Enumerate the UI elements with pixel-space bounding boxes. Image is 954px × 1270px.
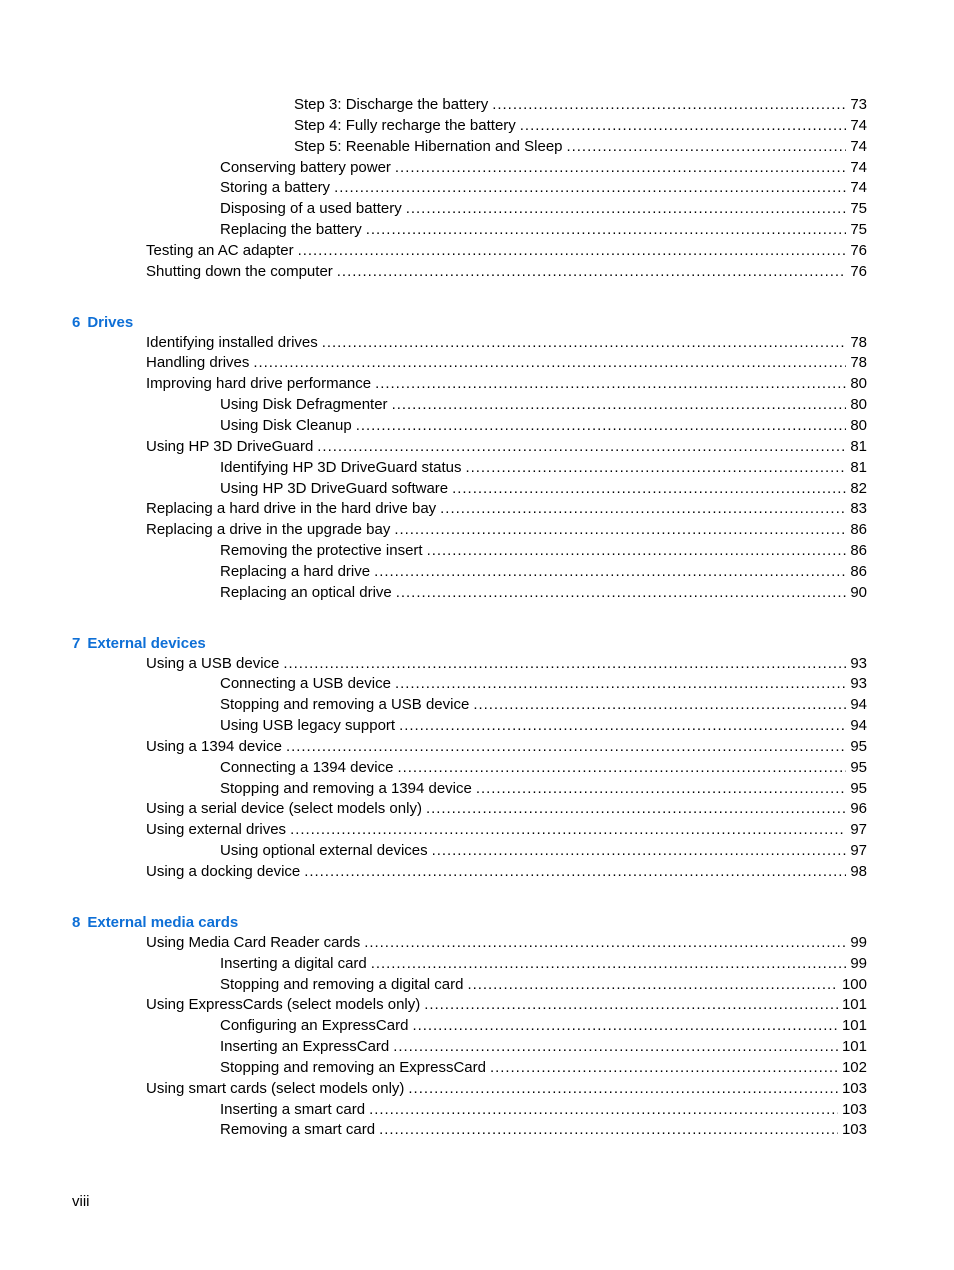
toc-entry[interactable] [0,862,954,883]
toc-entry-row [220,220,867,241]
dot-leader [476,779,846,800]
toc-entry-row [220,841,867,862]
toc-entry-label: Using HP 3D DriveGuard software [220,479,449,497]
toc-entry-row [146,654,867,675]
dot-leader [375,374,846,395]
toc-entry-page-number: 98 [850,863,867,880]
toc-entry-page-number: 80 [850,375,867,393]
toc-entry-label: Stopping and removing a digital card [220,975,464,993]
dot-leader [286,737,846,758]
toc-entry-page-number: 101 [841,996,867,1014]
toc-entry-row [146,862,867,883]
toc-entry-page-number: 80 [850,396,867,414]
toc-entry[interactable] [0,758,954,779]
toc-entry[interactable] [0,1079,954,1100]
toc-entry[interactable] [0,779,954,800]
chapter-heading-text [72,633,206,654]
chapter-heading[interactable] [0,912,954,933]
toc-entry-page-number: 93 [850,654,867,672]
toc-entry-label: Connecting a USB device [220,675,391,693]
toc-entry-row [146,333,867,354]
toc-entry-label: Removing the protective insert [220,542,423,560]
dot-leader [406,199,847,220]
dot-leader [520,116,847,137]
toc-entry-label: Using Disk Cleanup [220,416,352,434]
dot-leader [379,1120,838,1141]
toc-entry-row [294,116,867,137]
toc-entry[interactable] [0,716,954,737]
toc-entry-row [220,1037,867,1058]
toc-entry[interactable] [0,695,954,716]
dot-leader [393,1037,838,1058]
toc-entry[interactable] [0,137,954,158]
toc-entry-label: Step 5: Reenable Hibernation and Sleep [294,137,563,155]
toc-entry-row [146,820,867,841]
toc-entry[interactable] [0,395,954,416]
toc-entry[interactable] [0,333,954,354]
toc-entry-row [146,353,867,374]
toc-entry[interactable] [0,541,954,562]
toc-entry[interactable] [0,95,954,116]
toc-entry-page-number: 103 [841,1100,867,1118]
toc-entry[interactable] [0,841,954,862]
dot-leader [317,437,846,458]
toc-entry-row [220,199,867,220]
dot-leader [427,541,847,562]
dot-leader [397,758,846,779]
toc-entry[interactable] [0,437,954,458]
toc-entry-page-number: 86 [850,562,867,580]
toc-entry-page-number: 76 [850,262,867,280]
toc-entry-row [220,1100,867,1121]
toc-entry-row [220,458,867,479]
dot-leader [394,520,846,541]
toc-entry-label: Testing an AC adapter [146,241,294,259]
toc-entry-row [146,499,867,520]
toc-entry-label: Identifying installed drives [146,333,318,351]
toc-entry-row [146,437,867,458]
dot-leader [356,416,847,437]
toc-entry[interactable] [0,654,954,675]
toc-entry-row [220,674,867,695]
toc-entry[interactable] [0,975,954,996]
toc-entry-row [220,716,867,737]
page-number: viii [72,1193,90,1210]
toc-entry-label: Using smart cards (select models only) [146,1079,405,1097]
toc-entry-label: Replacing a drive in the upgrade bay [146,521,391,539]
toc-entry-row [294,95,867,116]
toc-entry-page-number: 86 [850,521,867,539]
chapter-title: External media cards [87,913,239,931]
dot-leader [371,954,847,975]
toc-entry-page-number: 81 [850,458,867,476]
toc-entry[interactable] [0,799,954,820]
toc-entry-page-number: 95 [850,758,867,776]
toc-entry-row [146,262,867,283]
toc-entry-label: Stopping and removing an ExpressCard [220,1058,486,1076]
toc-entry-page-number: 100 [841,975,867,993]
toc-entry[interactable] [0,995,954,1016]
dot-leader [432,841,847,862]
toc-entry[interactable] [0,562,954,583]
toc-entry-page-number: 80 [850,416,867,434]
toc-entry-row [220,479,867,500]
chapter-title: Drives [87,313,134,331]
dot-leader [337,262,847,283]
dot-leader [473,695,846,716]
toc-entry-page-number: 93 [850,675,867,693]
toc-entry-label: Inserting an ExpressCard [220,1038,390,1056]
toc-entry-label: Replacing a hard drive in the hard drive bay [146,500,437,518]
chapter-number: 6 [72,313,81,331]
toc-entry-page-number: 76 [850,241,867,259]
toc-entry-row [220,416,867,437]
toc-entry-page-number: 101 [841,1017,867,1035]
toc-entry-row [220,541,867,562]
toc-entry-page-number: 78 [850,354,867,372]
toc-entry-page-number: 74 [850,179,867,197]
toc-entry-label: Using USB legacy support [220,717,396,735]
chapter-heading-text [72,312,133,333]
dot-leader [395,158,846,179]
toc-entry-label: Using HP 3D DriveGuard [146,437,314,455]
toc-entry[interactable] [0,954,954,975]
dot-leader [490,1058,838,1079]
toc-entry-row [220,1058,867,1079]
toc-entry-page-number: 74 [850,158,867,176]
toc-entry[interactable] [0,241,954,262]
toc-entry-row [146,520,867,541]
toc-entry-row [294,137,867,158]
dot-leader [396,583,847,604]
toc-entry-label: Handling drives [146,354,250,372]
toc-entry-page-number: 97 [850,842,867,860]
toc-entry-row [146,799,867,820]
toc-entry-page-number: 73 [850,96,867,113]
toc-entry[interactable] [0,479,954,500]
chapter-heading[interactable] [0,312,954,333]
toc-entry-page-number: 75 [850,200,867,218]
toc-entry-label: Replacing a hard drive [220,562,371,580]
toc-entry-row [220,562,867,583]
toc-entry-row [146,374,867,395]
toc-entry-page-number: 90 [850,583,867,601]
toc-entry-label: Connecting a 1394 device [220,758,394,776]
toc-entry-label: Disposing of a used battery [220,200,402,218]
dot-leader [392,395,847,416]
toc-entry[interactable] [0,458,954,479]
dot-leader [304,862,846,883]
toc-entry-page-number: 82 [850,479,867,497]
dot-leader [290,820,846,841]
toc-entry-row [220,975,867,996]
toc-entry-row [146,737,867,758]
toc-entry-page-number: 97 [850,821,867,839]
dot-leader [298,241,847,262]
chapter-number: 8 [72,913,81,931]
chapter-heading-text [72,912,238,933]
toc-entry-label: Shutting down the computer [146,262,333,280]
toc-entry-row [220,158,867,179]
toc-entry-label: Using a docking device [146,863,301,880]
toc-entry[interactable] [0,499,954,520]
toc-entry[interactable] [0,933,954,954]
dot-leader [374,562,846,583]
toc-entry-row [220,583,867,604]
dot-leader [468,975,838,996]
dot-leader [334,178,846,199]
dot-leader [492,95,846,116]
dot-leader [412,1016,838,1037]
dot-leader [366,220,847,241]
dot-leader [440,499,846,520]
toc-entry-page-number: 86 [850,542,867,560]
toc-entry-page-number: 95 [850,779,867,797]
toc-entry-label: Step 4: Fully recharge the battery [294,116,516,134]
toc-entry[interactable] [0,374,954,395]
dot-leader [322,333,847,354]
toc-entry-page-number: 83 [850,500,867,518]
dot-leader [364,933,846,954]
toc-entry[interactable] [0,737,954,758]
toc-entry-page-number: 94 [850,717,867,735]
toc-entry-label: Identifying HP 3D DriveGuard status [220,458,462,476]
toc-entry-label: Improving hard drive performance [146,375,372,393]
toc-entry[interactable] [0,158,954,179]
toc-entry-page-number: 81 [850,437,867,455]
toc-entry[interactable] [0,116,954,137]
toc-entry-page-number: 96 [850,800,867,818]
toc-entry[interactable] [0,1037,954,1058]
toc-entry-page-number: 74 [850,116,867,134]
toc-entry-row [220,758,867,779]
toc-entry-label: Storing a battery [220,179,331,197]
toc-entry-label: Using Disk Defragmenter [220,396,388,414]
dot-leader [283,654,846,675]
table-of-contents [0,95,954,1141]
toc-entry-page-number: 102 [841,1058,867,1076]
dot-leader [466,458,847,479]
toc-entry-row [220,779,867,800]
chapter-title: External devices [87,634,206,652]
toc-entry-page-number: 94 [850,696,867,714]
chapter-number: 7 [72,634,81,652]
toc-entry[interactable] [0,1120,954,1141]
toc-entry-row [220,954,867,975]
toc-entry-page-number: 101 [841,1038,867,1056]
toc-entry-page-number: 99 [850,933,867,951]
dot-leader [253,353,846,374]
toc-entry-label: Using external drives [146,821,287,839]
dot-leader [399,716,846,737]
toc-entry-row [220,1120,867,1141]
toc-entry[interactable] [0,520,954,541]
toc-entry[interactable] [0,178,954,199]
toc-entry-label: Stopping and removing a USB device [220,696,470,714]
toc-entry-page-number: 95 [850,737,867,755]
toc-entry[interactable] [0,1100,954,1121]
toc-entry-row [146,1079,867,1100]
toc-entry-label: Replacing the battery [220,221,362,239]
toc-entry-page-number: 75 [850,221,867,239]
chapter-heading[interactable] [0,633,954,654]
toc-entry-row [146,995,867,1016]
toc-entry-label: Stopping and removing a 1394 device [220,779,472,797]
toc-entry-label: Conserving battery power [220,158,391,176]
toc-entry[interactable] [0,199,954,220]
toc-entry-label: Using a serial device (select models only) [146,800,422,818]
dot-leader [424,995,838,1016]
toc-entry[interactable] [0,583,954,604]
toc-entry[interactable] [0,1016,954,1037]
toc-entry[interactable] [0,262,954,283]
dot-leader [567,137,847,158]
dot-leader [408,1079,838,1100]
dot-leader [426,799,846,820]
toc-entry-label: Configuring an ExpressCard [220,1017,409,1035]
toc-entry[interactable] [0,820,954,841]
toc-entry-label: Using a USB device [146,654,280,672]
toc-entry-label: Removing a smart card [220,1121,376,1139]
toc-entry-label: Step 3: Discharge the battery [294,96,489,113]
toc-entry-row [220,178,867,199]
dot-leader [369,1100,838,1121]
toc-entry-label: Inserting a digital card [220,954,367,972]
dot-leader [452,479,846,500]
toc-entry-label: Inserting a smart card [220,1100,366,1118]
toc-entry-label: Using Media Card Reader cards [146,933,361,951]
toc-entry[interactable] [0,353,954,374]
toc-entry[interactable] [0,1058,954,1079]
toc-entry-row [220,395,867,416]
toc-entry-row [146,933,867,954]
toc-entry-row [220,695,867,716]
dot-leader [395,674,846,695]
toc-entry-page-number: 74 [850,137,867,155]
toc-entry-label: Using optional external devices [220,842,428,860]
toc-entry[interactable] [0,674,954,695]
toc-entry-row [146,241,867,262]
toc-entry-label: Using a 1394 device [146,737,282,755]
toc-entry-label: Using ExpressCards (select models only) [146,996,421,1014]
toc-entry-page-number: 103 [841,1079,867,1097]
toc-entry-label: Replacing an optical drive [220,583,392,601]
toc-entry-page-number: 78 [850,333,867,351]
toc-entry-page-number: 99 [850,954,867,972]
toc-entry[interactable] [0,220,954,241]
toc-entry-row [220,1016,867,1037]
toc-entry-page-number: 103 [841,1121,867,1139]
toc-entry[interactable] [0,416,954,437]
